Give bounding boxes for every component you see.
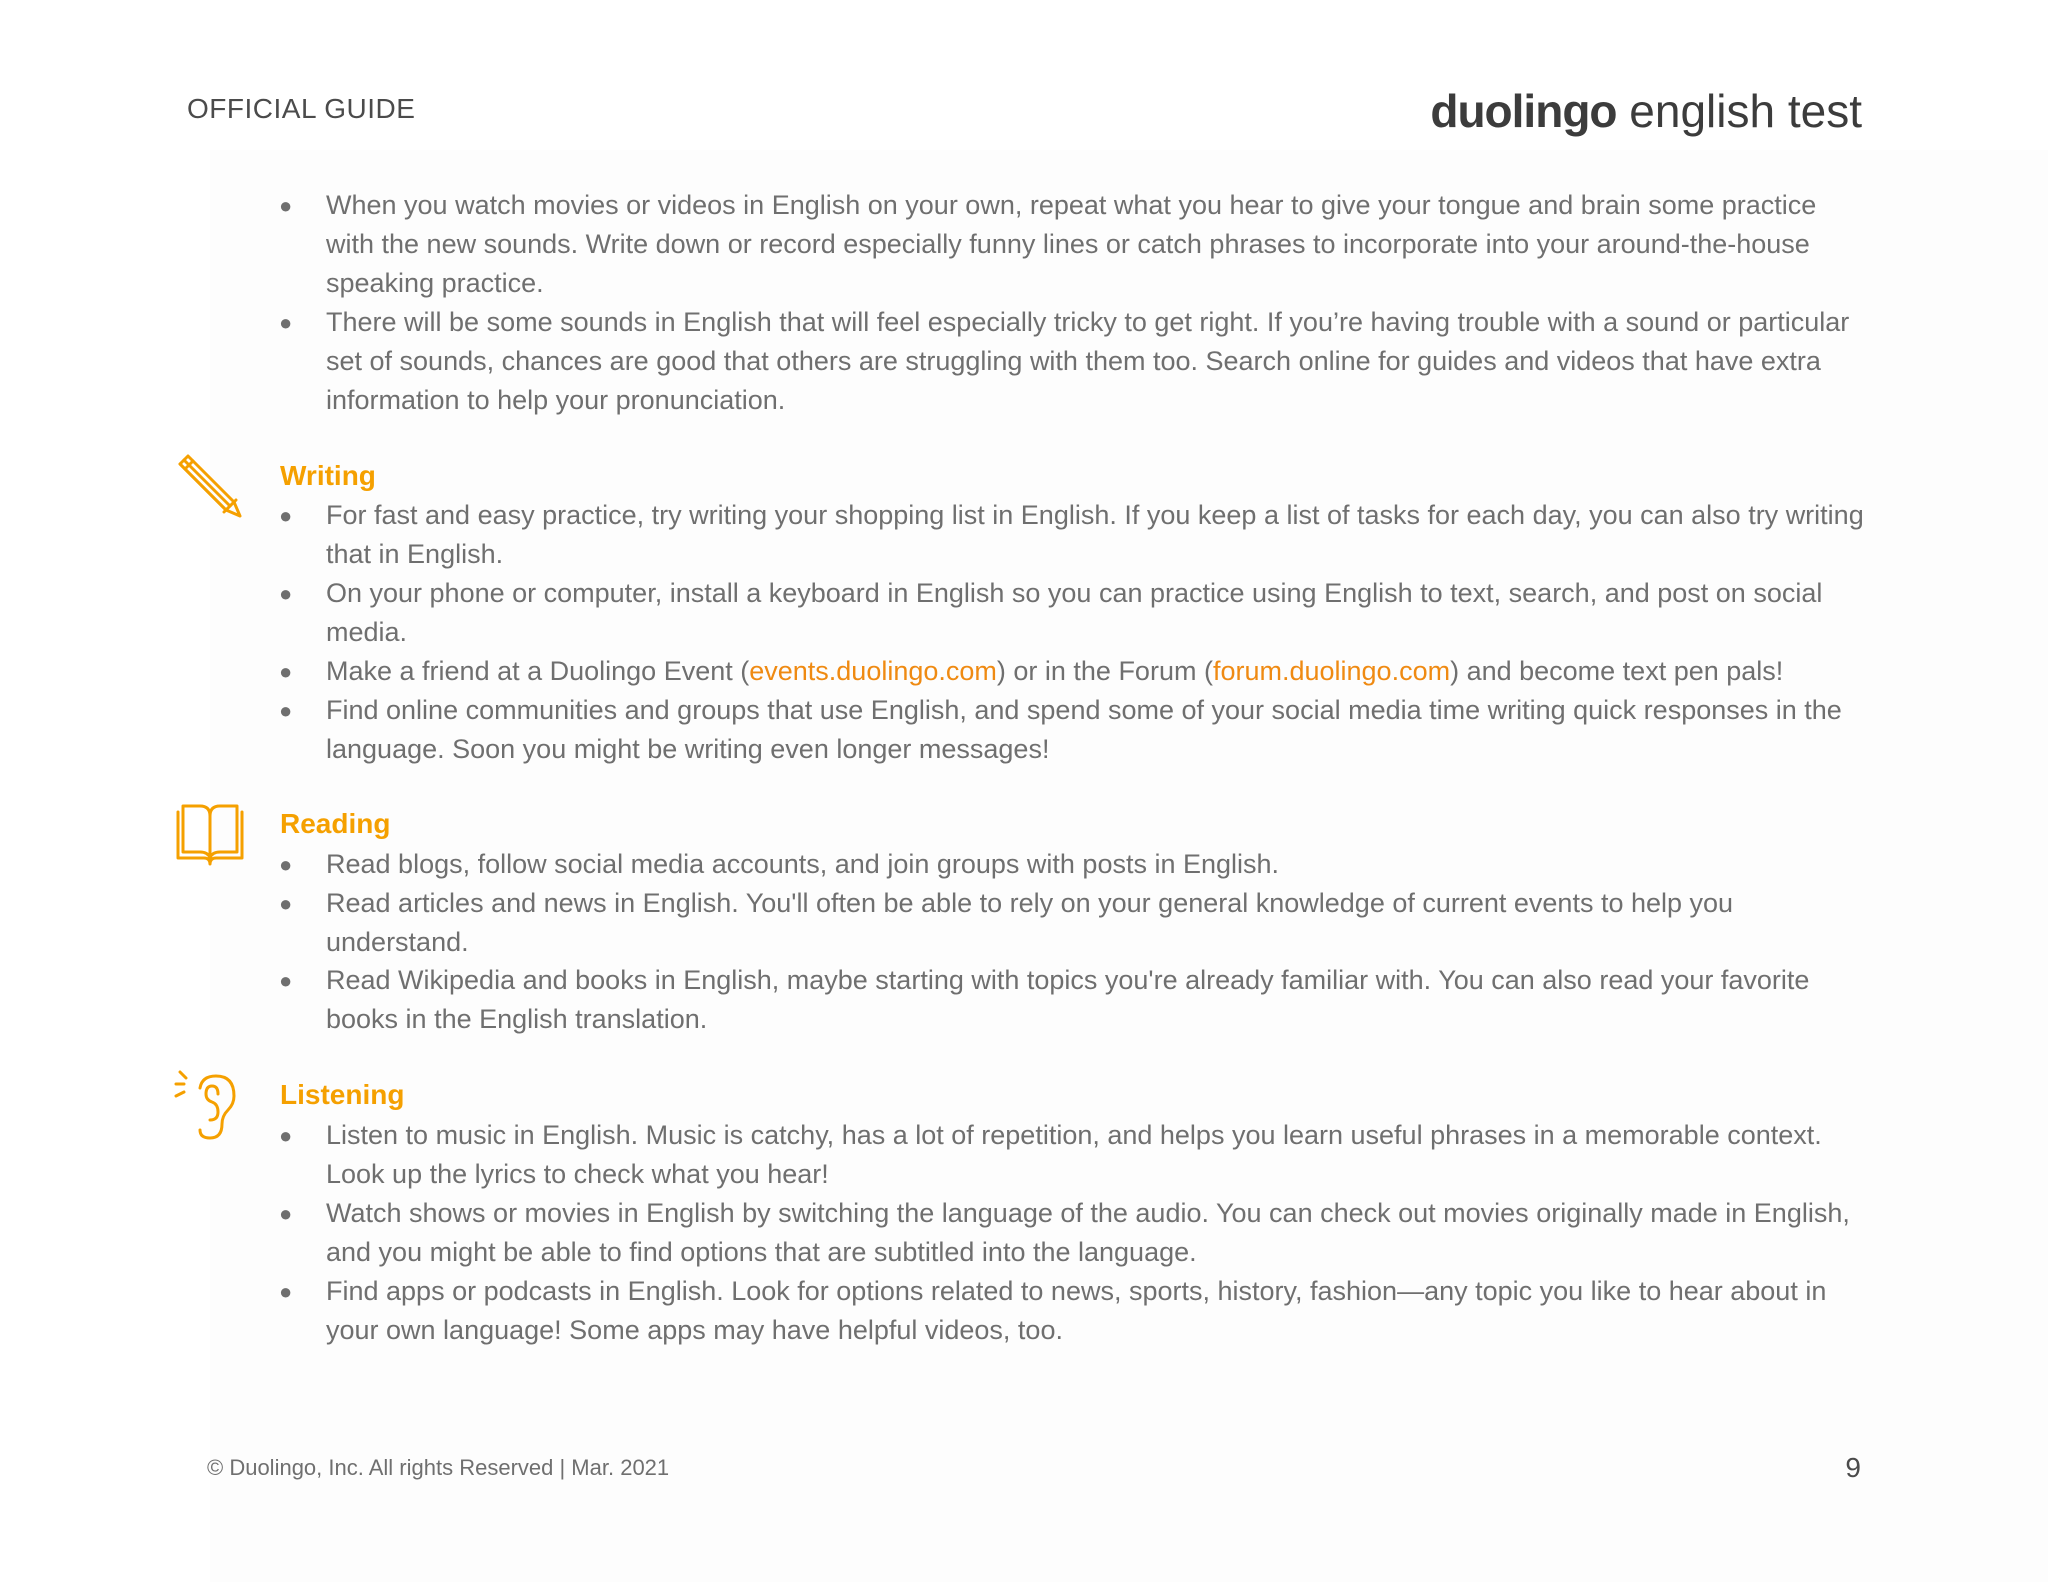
list-item-text: Find online communities and groups that use English, and spend some of your social media time writing quick responses in the language. Soon you might be writing even longer messages! xyxy=(326,695,1842,764)
list-item-text: ) and become text pen pals! xyxy=(1450,656,1784,686)
list-item-text: There will be some sounds in English that will feel especially tricky to get right. If you’re having trouble with a sound or particular set of sounds, chances are good that others are struggling with them too. Search online for guides and videos that have extra information to help your pronunciation. xyxy=(326,307,1850,415)
list-item-text: Read blogs, follow social media accounts, and join groups with posts in English. xyxy=(326,849,1280,879)
section-title-writing: Writing xyxy=(280,460,376,491)
bullet-icon: ● xyxy=(279,310,293,335)
page-number: 9 xyxy=(1845,1452,1861,1483)
bullet-icon: ● xyxy=(279,503,293,528)
open-book-icon xyxy=(172,800,248,876)
list-item xyxy=(279,303,1866,420)
list-item xyxy=(279,961,1866,1039)
forum-link[interactable]: forum.duolingo.com xyxy=(1212,656,1451,686)
list-item xyxy=(279,691,1866,769)
list-item xyxy=(279,652,1926,691)
brand-logo-bold: duolingo xyxy=(1430,85,1617,137)
bullet-icon: ● xyxy=(279,1201,293,1226)
list-item xyxy=(279,845,1866,884)
list-item xyxy=(279,574,1866,652)
list-item-text: Listen to music in English. Music is catchy, has a lot of repetition, and helps you learn useful phrases in a memorable context. Look up the lyrics to check what you hear! xyxy=(326,1120,1822,1189)
brand-logo xyxy=(1430,84,1862,138)
list-item xyxy=(279,1194,1866,1272)
list-item xyxy=(279,884,1866,962)
list-item-text: Find apps or podcasts in English. Look for options related to news, sports, history, fashion—any topic you like to hear about in your own language! Some apps may have helpful videos, too. xyxy=(326,1276,1827,1345)
list-item xyxy=(279,186,1866,303)
list-item-text: On your phone or computer, install a keyboard in English so you can practice using English to text, search, and post on social media. xyxy=(326,578,1823,647)
brand-logo-regular: english test xyxy=(1629,85,1862,137)
list-item-text: For fast and easy practice, try writing your shopping list in English. If you keep a list of tasks for each day, you can also try writing that in English. xyxy=(326,500,1864,569)
bullet-icon: ● xyxy=(279,659,293,684)
bullet-icon: ● xyxy=(279,581,293,606)
bullet-icon: ● xyxy=(279,968,293,993)
list-item-text: Read Wikipedia and books in English, maybe starting with topics you're already familiar with. You can also read your favorite books in the English translation. xyxy=(326,965,1810,1034)
bullet-icon: ● xyxy=(279,698,293,723)
list-item xyxy=(279,496,1866,574)
pencil-icon xyxy=(172,450,248,526)
bullet-icon: ● xyxy=(279,852,293,877)
bullet-icon: ● xyxy=(279,193,293,218)
list-item-text: ) or in the Forum ( xyxy=(996,656,1213,686)
list-item-text: When you watch movies or videos in English on your own, repeat what you hear to give your tongue and brain some practice with the new sounds. Write down or record especially funny lines or catch phrases to incorporate into your around-the-house speaking practice. xyxy=(326,190,1817,298)
list-item xyxy=(279,1272,1866,1350)
ear-icon xyxy=(172,1070,248,1146)
section-title-listening: Listening xyxy=(280,1079,405,1110)
list-item xyxy=(279,1116,1866,1194)
list-item-text: Watch shows or movies in English by switching the language of the audio. You can check out movies originally made in English, and you might be able to find options that are subtitled into the language. xyxy=(326,1198,1850,1267)
list-item-text: Read articles and news in English. You'll often be able to rely on your general knowledge of current events to help you understand. xyxy=(326,888,1734,957)
footer-copyright: © Duolingo, Inc. All rights Reserved | Mar. 2021 xyxy=(207,1455,670,1480)
bullet-icon: ● xyxy=(279,891,293,916)
bullet-icon: ● xyxy=(279,1123,293,1148)
events-link[interactable]: events.duolingo.com xyxy=(749,656,997,686)
list-item-text: Make a friend at a Duolingo Event ( xyxy=(326,656,750,686)
section-title-reading: Reading xyxy=(280,808,391,839)
bullet-icon: ● xyxy=(279,1279,293,1304)
header-label: OFFICIAL GUIDE xyxy=(187,93,416,124)
